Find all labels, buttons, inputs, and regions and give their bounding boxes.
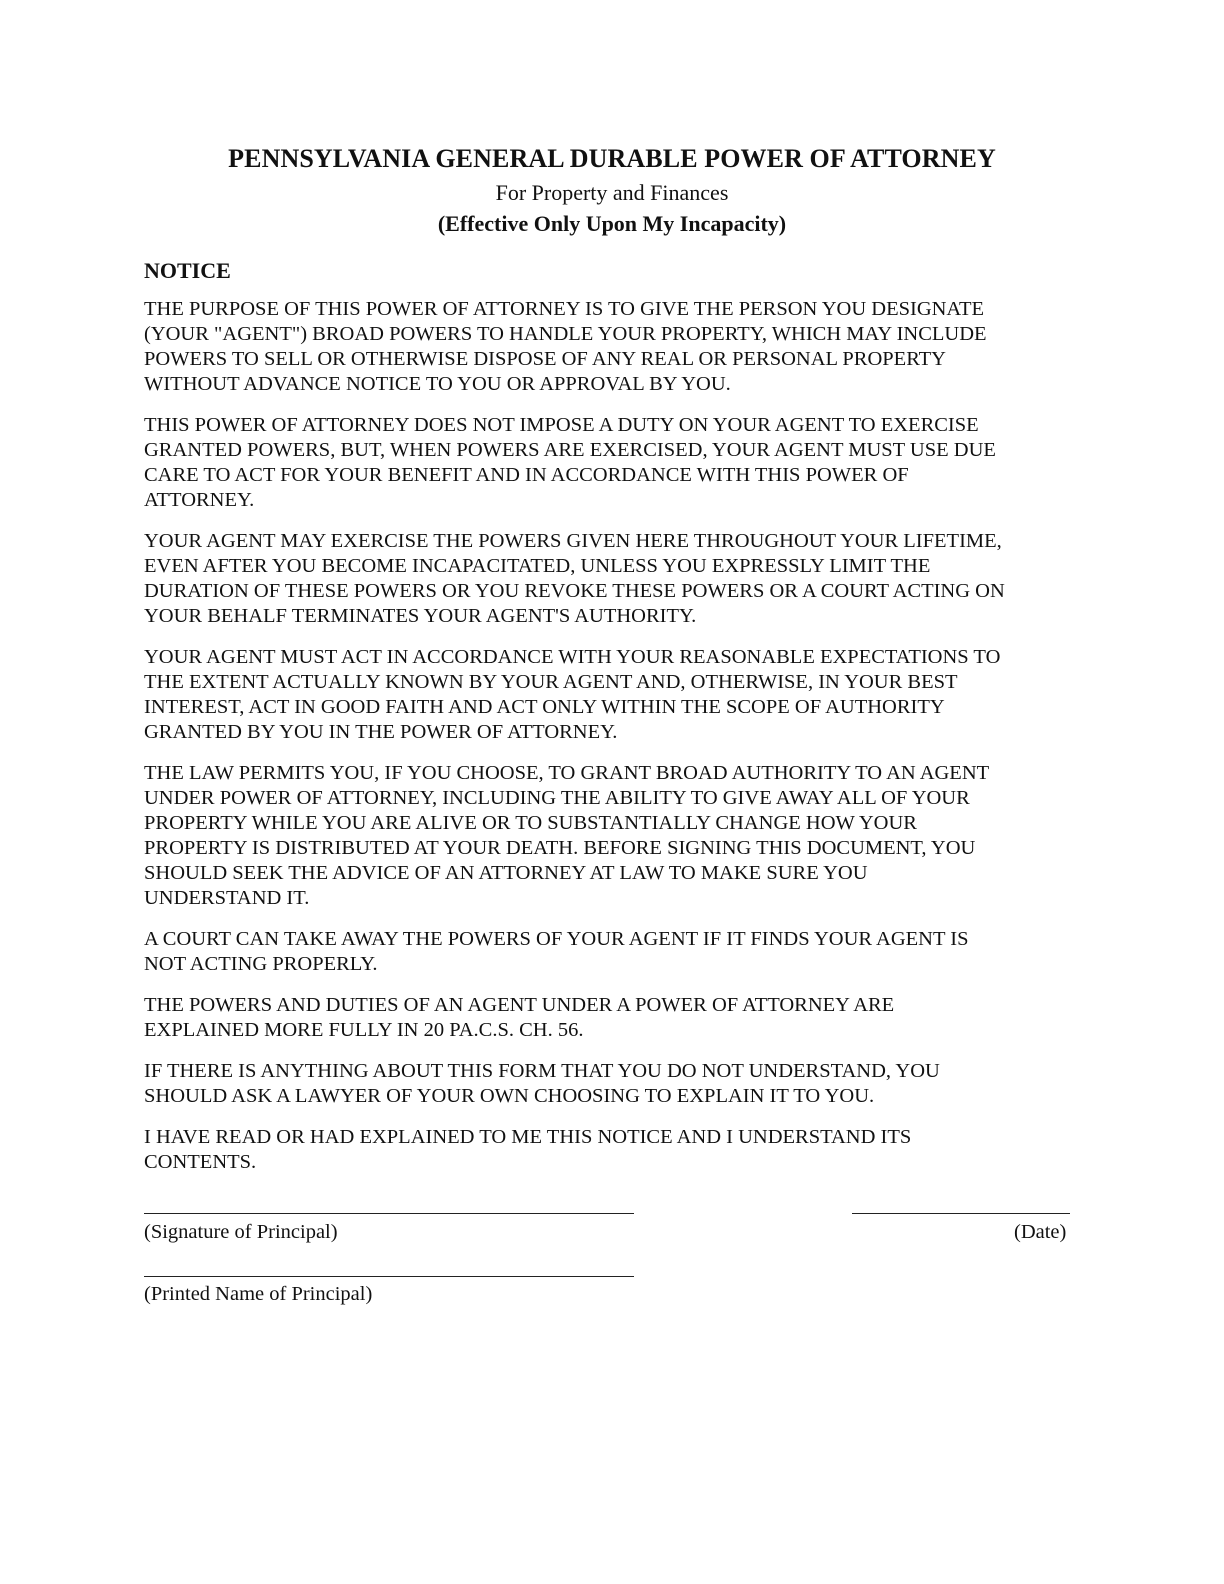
notice-body (144, 297, 1084, 1191)
notice-paragraph-7: THE POWERS AND DUTIES OF AN AGENT UNDER A POWER OF ATTORNEY ARE EXPLAINED MORE FULLY IN 20 PA.C.S. CH. 56. (144, 994, 895, 1041)
signature-label: (Signature of Principal) (144, 1221, 338, 1243)
printed-name-label: (Printed Name of Principal) (144, 1283, 373, 1305)
document-title: PENNSYLVANIA GENERAL DURABLE POWER OF ATTORNEY (228, 144, 996, 173)
effective-condition: (Effective Only Upon My Incapacity) (437, 211, 787, 236)
date-label: (Date) (1014, 1221, 1067, 1243)
notice-paragraph-1: THE PURPOSE OF THIS POWER OF ATTORNEY IS TO GIVE THE PERSON YOU DESIGNATE (YOUR "AGENT") BROAD POWERS TO HANDLE YOUR PROPERTY, WHICH MAY INCLUDE POWERS TO SELL OR OTHERWISE DISPOSE OF ANY REAL OR PERSONAL PROPERTY WITHOUT ADVANCE NOTICE TO YOU OR APPROVAL BY YOU. (144, 298, 987, 395)
notice-paragraph-4: YOUR AGENT MUST ACT IN ACCORDANCE WITH YOUR REASONABLE EXPECTATIONS TO THE EXTENT ACTUALLY KNOWN BY YOUR AGENT AND, OTHERWISE, IN YOUR BEST INTEREST, ACT IN GOOD FAITH AND ACT ONLY WITHIN THE SCOPE OF AUTHORITY GRANTED BY YOU IN THE POWER OF ATTORNEY. (144, 646, 1001, 743)
notice-paragraph-5: THE LAW PERMITS YOU, IF YOU CHOOSE, TO GRANT BROAD AUTHORITY TO AN AGENT UNDER POWER OF ATTORNEY, INCLUDING THE ABILITY TO GIVE AWAY ALL OF YOUR PROPERTY WHILE YOU ARE ALIVE OR TO SUBSTANTIALLY CHANGE HOW YOUR PROPERTY IS DISTRIBUTED AT YOUR DEATH. BEFORE SIGNING THIS DOCUMENT, YOU SHOULD SEEK THE ADVICE OF AN ATTORNEY AT LAW TO MAKE SURE YOU UNDERSTAND IT. (144, 762, 990, 909)
notice-paragraph-6: A COURT CAN TAKE AWAY THE POWERS OF YOUR AGENT IF IT FINDS YOUR AGENT IS NOT ACTING PROPERLY. (144, 928, 969, 975)
signature-line[interactable] (144, 1213, 634, 1214)
document-subtitle: For Property and Finances (495, 180, 729, 205)
notice-paragraph-8: IF THERE IS ANYTHING ABOUT THIS FORM THAT YOU DO NOT UNDERSTAND, YOU SHOULD ASK A LAWYER OF YOUR OWN CHOOSING TO EXPLAIN IT TO YOU. (144, 1060, 940, 1107)
printed-name-line[interactable] (144, 1276, 634, 1277)
date-line[interactable] (852, 1213, 1070, 1214)
notice-heading: NOTICE (144, 258, 231, 283)
notice-paragraph-3: YOUR AGENT MAY EXERCISE THE POWERS GIVEN HERE THROUGHOUT YOUR LIFETIME, EVEN AFTER YOU BECOME INCAPACITATED, UNLESS YOU EXPRESSLY LIMIT THE DURATION OF THESE POWERS OR YOU REVOKE THESE POWERS OR A COURT ACTING ON YOUR BEHALF TERMINATES YOUR AGENT'S AUTHORITY. (144, 530, 1005, 627)
notice-paragraph-9: I HAVE READ OR HAD EXPLAINED TO ME THIS NOTICE AND I UNDERSTAND ITS CONTENTS. (144, 1126, 912, 1173)
notice-paragraph-2: THIS POWER OF ATTORNEY DOES NOT IMPOSE A DUTY ON YOUR AGENT TO EXERCISE GRANTED POWERS, BUT, WHEN POWERS ARE EXERCISED, YOUR AGENT MUST USE DUE CARE TO ACT FOR YOUR BENEFIT AND IN ACCORDANCE WITH THIS POWER OF ATTORNEY. (144, 414, 996, 511)
